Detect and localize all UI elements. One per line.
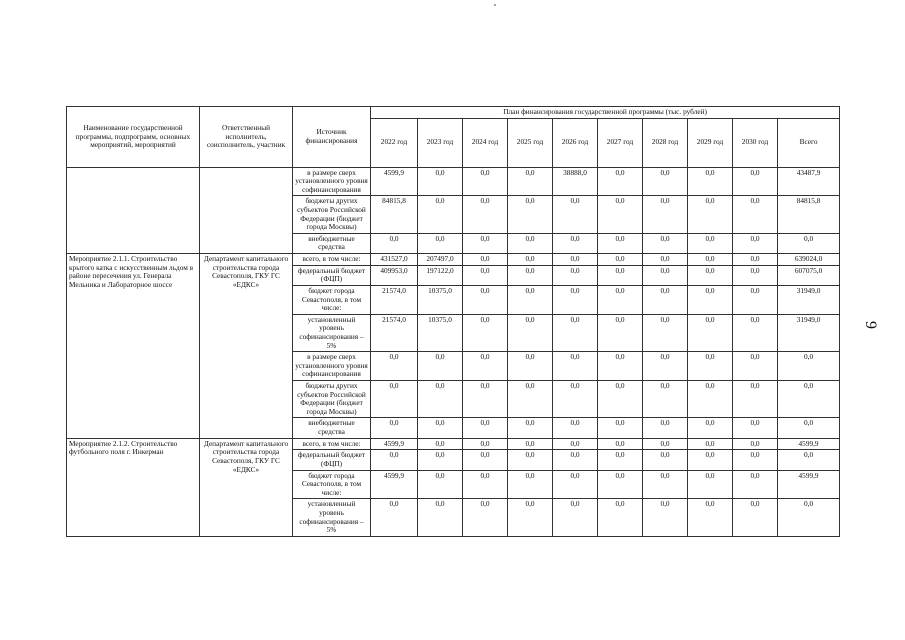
amount-cell: 0,0 xyxy=(598,196,643,233)
amount-cell: 4599,9 xyxy=(371,470,418,499)
amount-cell: 0,0 xyxy=(553,499,598,536)
amount-cell: 0,0 xyxy=(463,196,508,233)
header-year-9: Всего xyxy=(778,118,840,167)
amount-cell: 38888,0 xyxy=(553,167,598,196)
amount-cell: 0,0 xyxy=(688,167,733,196)
amount-cell: 0,0 xyxy=(553,196,598,233)
amount-cell: 0,0 xyxy=(688,285,733,314)
amount-cell: 0,0 xyxy=(688,314,733,351)
amount-cell: 84815,8 xyxy=(778,196,840,233)
amount-cell: 0,0 xyxy=(508,499,553,536)
amount-cell: 0,0 xyxy=(688,196,733,233)
amount-cell: 0,0 xyxy=(553,285,598,314)
amount-cell: 0,0 xyxy=(733,352,778,381)
amount-cell: 0,0 xyxy=(688,381,733,418)
amount-cell: 0,0 xyxy=(553,381,598,418)
amount-cell: 0,0 xyxy=(463,438,508,450)
amount-cell: 0,0 xyxy=(418,196,463,233)
amount-cell: 0,0 xyxy=(598,499,643,536)
amount-cell: 4599,9 xyxy=(778,470,840,499)
table-body xyxy=(67,167,840,536)
amount-cell: 0,0 xyxy=(643,499,688,536)
responsible-executor: Департамент капитального строительства города Севастополя, ГКУ ГС «ЕДКС» xyxy=(200,438,293,536)
amount-cell: 0,0 xyxy=(463,418,508,438)
amount-cell: 0,0 xyxy=(598,470,643,499)
amount-cell: 607075,0 xyxy=(778,265,840,285)
header-plan-title: План финансирования государственной программы (тыс. рублей) xyxy=(371,107,840,119)
amount-cell: 0,0 xyxy=(508,314,553,351)
amount-cell: 0,0 xyxy=(371,352,418,381)
amount-cell: 0,0 xyxy=(598,418,643,438)
amount-cell: 431527,0 xyxy=(371,254,418,266)
amount-cell: 0,0 xyxy=(371,499,418,536)
header-year-5: 2027 год xyxy=(598,118,643,167)
amount-cell: 0,0 xyxy=(733,418,778,438)
amount-cell: 0,0 xyxy=(778,499,840,536)
amount-cell: 0,0 xyxy=(418,450,463,470)
amount-cell: 0,0 xyxy=(371,450,418,470)
amount-cell: 0,0 xyxy=(598,352,643,381)
header-name-column: Наименование государственной программы, подпрограмм, основных мероприятий, мероприятий xyxy=(67,107,200,168)
amount-cell: 0,0 xyxy=(733,196,778,233)
amount-cell: 0,0 xyxy=(508,167,553,196)
amount-cell: 0,0 xyxy=(418,438,463,450)
header-year-1: 2023 год xyxy=(418,118,463,167)
amount-cell: 0,0 xyxy=(643,196,688,233)
amount-cell: 0,0 xyxy=(508,418,553,438)
amount-cell: 0,0 xyxy=(733,254,778,266)
funding-source: бюджеты других субъектов Российской Федерации (бюджет города Москвы) xyxy=(293,381,371,418)
amount-cell: 0,0 xyxy=(418,233,463,253)
amount-cell: 0,0 xyxy=(463,470,508,499)
amount-cell: 0,0 xyxy=(463,265,508,285)
table-header xyxy=(67,107,840,168)
amount-cell: 0,0 xyxy=(733,314,778,351)
amount-cell: 0,0 xyxy=(643,352,688,381)
funding-source: внебюджетные средства xyxy=(293,233,371,253)
amount-cell: 0,0 xyxy=(508,470,553,499)
amount-cell: 0,0 xyxy=(463,314,508,351)
amount-cell: 409953,0 xyxy=(371,265,418,285)
amount-cell: 10375,0 xyxy=(418,285,463,314)
amount-cell: 0,0 xyxy=(643,167,688,196)
amount-cell: 0,0 xyxy=(508,196,553,233)
amount-cell: 0,0 xyxy=(733,438,778,450)
funding-source: внебюджетные средства xyxy=(293,418,371,438)
funding-source: установленный уровень софинансирования – 5% xyxy=(293,314,371,351)
amount-cell: 0,0 xyxy=(643,418,688,438)
amount-cell: 0,0 xyxy=(508,233,553,253)
page-number: 9 xyxy=(862,321,879,329)
amount-cell: 0,0 xyxy=(553,254,598,266)
amount-cell: 0,0 xyxy=(688,499,733,536)
amount-cell: 0,0 xyxy=(463,450,508,470)
amount-cell: 0,0 xyxy=(508,352,553,381)
financing-table xyxy=(66,106,840,537)
header-year-4: 2026 год xyxy=(553,118,598,167)
amount-cell: 21574,0 xyxy=(371,314,418,351)
amount-cell: 0,0 xyxy=(733,381,778,418)
amount-cell: 0,0 xyxy=(688,265,733,285)
amount-cell: 0,0 xyxy=(553,470,598,499)
amount-cell: 0,0 xyxy=(418,418,463,438)
amount-cell: 0,0 xyxy=(598,285,643,314)
amount-cell: 0,0 xyxy=(733,285,778,314)
amount-cell: 0,0 xyxy=(688,233,733,253)
activity-name xyxy=(67,167,200,253)
amount-cell: 10375,0 xyxy=(418,314,463,351)
amount-cell: 0,0 xyxy=(463,499,508,536)
amount-cell: 0,0 xyxy=(508,285,553,314)
table-row xyxy=(67,438,840,450)
amount-cell: 0,0 xyxy=(598,254,643,266)
amount-cell: 4599,9 xyxy=(371,167,418,196)
amount-cell: 0,0 xyxy=(553,233,598,253)
amount-cell: 21574,0 xyxy=(371,285,418,314)
amount-cell: 0,0 xyxy=(508,254,553,266)
funding-source: в размере сверх установленного уровня софинансирования xyxy=(293,167,371,196)
funding-source: бюджет города Севастополя, в том числе: xyxy=(293,470,371,499)
amount-cell: 0,0 xyxy=(553,450,598,470)
amount-cell: 0,0 xyxy=(733,265,778,285)
amount-cell: 0,0 xyxy=(733,499,778,536)
funding-source: бюджеты других субъектов Российской Федерации (бюджет города Москвы) xyxy=(293,196,371,233)
amount-cell: 0,0 xyxy=(643,254,688,266)
amount-cell: 0,0 xyxy=(598,233,643,253)
amount-cell: 0,0 xyxy=(598,265,643,285)
amount-cell: 0,0 xyxy=(643,470,688,499)
funding-source: всего, в том числе: xyxy=(293,438,371,450)
amount-cell: 0,0 xyxy=(688,352,733,381)
funding-source: всего, в том числе: xyxy=(293,254,371,266)
amount-cell: 43487,9 xyxy=(778,167,840,196)
amount-cell: 0,0 xyxy=(418,499,463,536)
header-year-8: 2030 год xyxy=(733,118,778,167)
amount-cell: 0,0 xyxy=(371,381,418,418)
funding-source: федеральный бюджет (ФЦП) xyxy=(293,450,371,470)
amount-cell: 84815,8 xyxy=(371,196,418,233)
amount-cell: 0,0 xyxy=(688,470,733,499)
amount-cell: 0,0 xyxy=(733,470,778,499)
amount-cell: 0,0 xyxy=(463,167,508,196)
amount-cell: 0,0 xyxy=(778,450,840,470)
amount-cell: 0,0 xyxy=(598,450,643,470)
amount-cell: 0,0 xyxy=(643,314,688,351)
amount-cell: 31949,0 xyxy=(778,314,840,351)
amount-cell: 0,0 xyxy=(643,438,688,450)
amount-cell: 4599,9 xyxy=(371,438,418,450)
amount-cell: 0,0 xyxy=(371,418,418,438)
header-responsible-column: Ответственный исполнитель, соисполнитель, участник xyxy=(200,107,293,168)
amount-cell: 0,0 xyxy=(688,450,733,470)
amount-cell: 0,0 xyxy=(553,418,598,438)
responsible-executor: Департамент капитального строительства города Севастополя, ГКУ ГС «ЕДКС» xyxy=(200,254,293,439)
amount-cell: 0,0 xyxy=(463,254,508,266)
amount-cell: 0,0 xyxy=(508,438,553,450)
header-year-0: 2022 год xyxy=(371,118,418,167)
header-year-7: 2029 год xyxy=(688,118,733,167)
amount-cell: 0,0 xyxy=(643,233,688,253)
header-year-6: 2028 год xyxy=(643,118,688,167)
amount-cell: 0,0 xyxy=(778,352,840,381)
responsible-executor xyxy=(200,167,293,253)
table-row xyxy=(67,254,840,266)
amount-cell: 0,0 xyxy=(508,265,553,285)
amount-cell: 0,0 xyxy=(733,233,778,253)
header-year-2: 2024 год xyxy=(463,118,508,167)
amount-cell: 0,0 xyxy=(598,381,643,418)
header-year-3: 2025 год xyxy=(508,118,553,167)
amount-cell: 0,0 xyxy=(688,418,733,438)
amount-cell: 0,0 xyxy=(598,167,643,196)
amount-cell: 0,0 xyxy=(598,314,643,351)
amount-cell: 0,0 xyxy=(463,352,508,381)
activity-name: Мероприятие 2.1.1. Строительство крытого катка с искусственным льдом в районе пересечения ул. Генерала Мельника и Лабораторное шоссе xyxy=(67,254,200,439)
amount-cell: 0,0 xyxy=(418,167,463,196)
amount-cell: 0,0 xyxy=(553,265,598,285)
amount-cell: 197122,0 xyxy=(418,265,463,285)
amount-cell: 0,0 xyxy=(553,438,598,450)
amount-cell: 0,0 xyxy=(508,450,553,470)
amount-cell: 31949,0 xyxy=(778,285,840,314)
amount-cell: 0,0 xyxy=(778,233,840,253)
funding-source: в размере сверх установленного уровня софинансирования xyxy=(293,352,371,381)
funding-source: бюджет города Севастополя, в том числе: xyxy=(293,285,371,314)
amount-cell: 207497,0 xyxy=(418,254,463,266)
amount-cell: 0,0 xyxy=(418,470,463,499)
header-source-column: Источник финансирования xyxy=(293,107,371,168)
amount-cell: 0,0 xyxy=(643,265,688,285)
table-row xyxy=(67,167,840,196)
amount-cell: 0,0 xyxy=(418,381,463,418)
funding-source: федеральный бюджет (ФЦП) xyxy=(293,265,371,285)
amount-cell: 0,0 xyxy=(508,381,553,418)
amount-cell: 0,0 xyxy=(778,381,840,418)
amount-cell: 0,0 xyxy=(598,438,643,450)
amount-cell: 0,0 xyxy=(733,167,778,196)
amount-cell: 0,0 xyxy=(733,450,778,470)
amount-cell: 0,0 xyxy=(688,254,733,266)
funding-source: установленный уровень софинансирования – 5% xyxy=(293,499,371,536)
amount-cell: 0,0 xyxy=(778,418,840,438)
amount-cell: 0,0 xyxy=(643,285,688,314)
amount-cell: 0,0 xyxy=(553,314,598,351)
amount-cell: 0,0 xyxy=(688,438,733,450)
amount-cell: 0,0 xyxy=(463,381,508,418)
amount-cell: 639024,0 xyxy=(778,254,840,266)
amount-cell: 0,0 xyxy=(463,233,508,253)
amount-cell: 0,0 xyxy=(643,450,688,470)
activity-name: Мероприятие 2.1.2. Строительство футбольного поля г. Инкерман xyxy=(67,438,200,536)
amount-cell: 0,0 xyxy=(371,233,418,253)
amount-cell: 0,0 xyxy=(463,285,508,314)
amount-cell: 0,0 xyxy=(643,381,688,418)
amount-cell: 4599,9 xyxy=(778,438,840,450)
scan-speck xyxy=(494,4,496,6)
amount-cell: 0,0 xyxy=(553,352,598,381)
amount-cell: 0,0 xyxy=(418,352,463,381)
